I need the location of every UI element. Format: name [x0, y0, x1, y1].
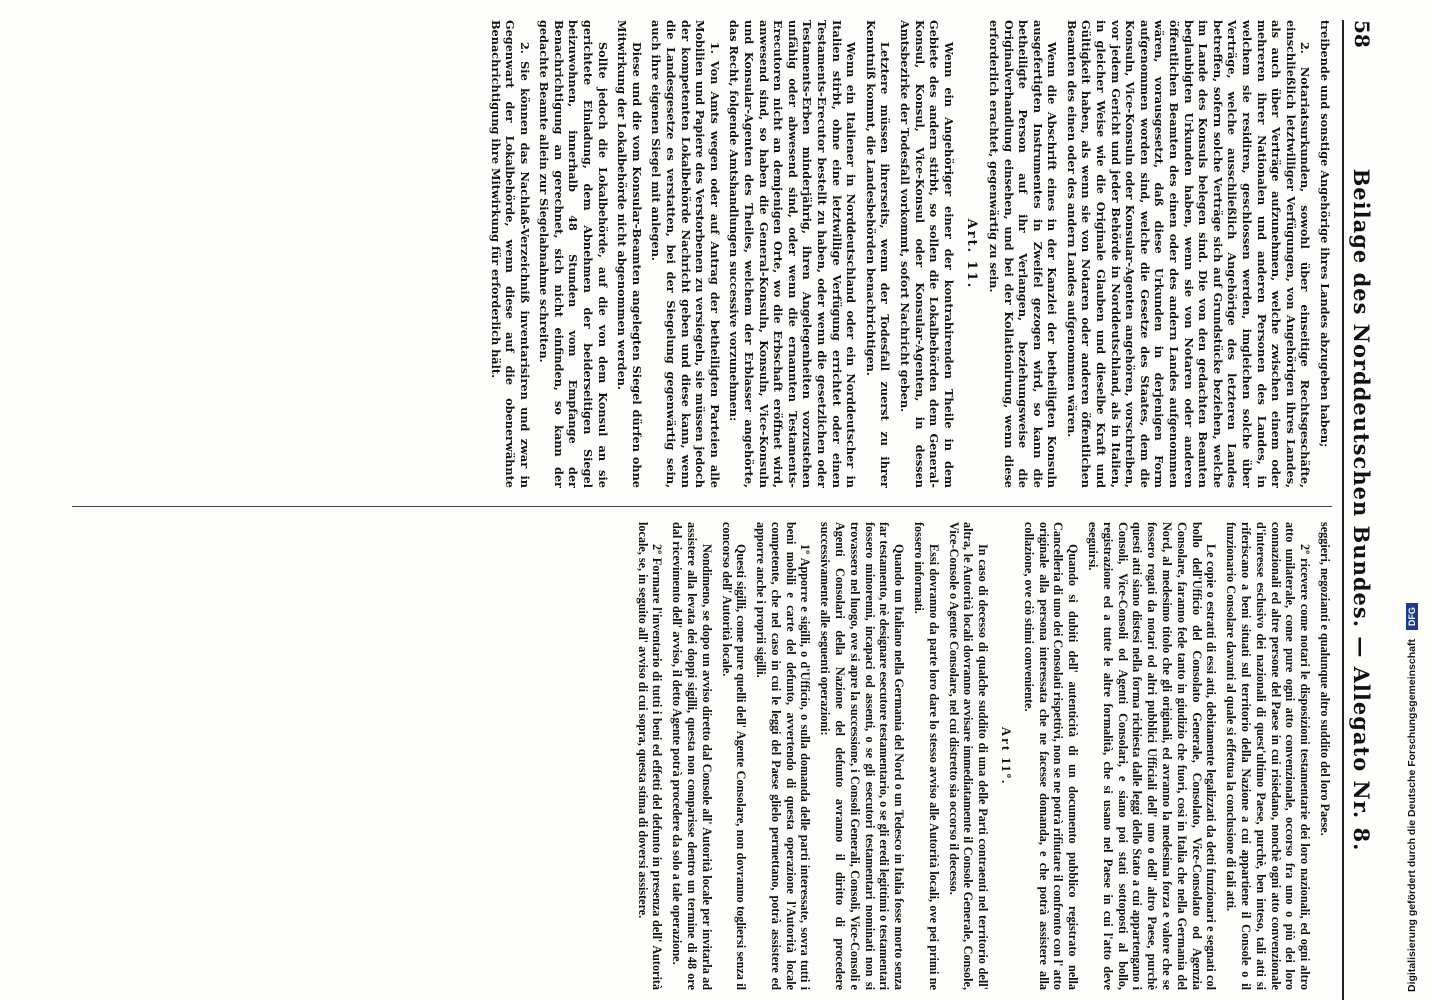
paragraph: treibende und sonstige Angehörige ihres Landes abzugeben haben; — [1318, 20, 1332, 448]
paragraph: Quando si dubiti dell' autenticità di un documento pubblico registrato nella Cancelleria di uno dei Consolati rispettivi, non se ne potrà rifiutare il confronto con l' atto originale alla persona interessata che ne facesse domanda, e che potrà assistere alla collazione, ove ciò stimi conveniente. — [1021, 522, 1081, 990]
paragraph: Le copie o estratti di essi atti, debitamente legalizzati da detti funzionari e segnati col bollo dell'Ufficio del Consolato Generale, Consolato, Vice-Consolato od Agenzia Consolare, faranno fede tanto in giudizio che fuori, così in Italia che nella Germania del Nord, al medesimo titolo che gli originali, ed avranno la medesima forza e valore che se fossero rogati da notari od altri pubblici Ufficiali dell' uno o dell' altro Paese, purchè questi atti siano distesi nella forma richiesta dalle leggi dello Stato a cui appartengano i Consoli, Vice-Consoli od Agenti Consolari, e siano poi stati sottoposti al bollo, registrazione ed a tutte le altre formalità, che si usano nel Paese in cui l'atto deve eseguirsi. — [1086, 522, 1219, 990]
digitization-sidebar — [1402, 0, 1432, 1000]
paragraph: Letztere müssen ihrerseits, wenn der Todesfall zuerst zu ihrer Kenntniß kommt, die Landesbehörden benachrichtigen. — [863, 20, 893, 488]
paragraph: 1º Apporre e sigilli, o d'Ufficio, o sulla domanda delle parti interessate, sovra tutti i beni mobili e carte del defunto, avvertendo di questa operazione l'Autorità locale competente, che nel caso in cui le leggi del Paese glielo permettano, potrà assistere ed apporre anche i proprii sigilli. — [754, 522, 813, 990]
paragraph: 2. Sie können das Nachlaß-Verzeichniß inventarisiren und zwar in Gegenwart der Lokalbehörde, wenn diese auf die obenerwähnte Benachrichtigung ihre Mitwirkung für erforderlich hält. — [488, 20, 532, 488]
rotated-content — [60, 20, 1380, 1000]
page-header — [1340, 20, 1380, 1000]
paragraph: Questi sigilli, come pure quelli dell' Agente Consolare, non dovranno togliersi senza il concorso dell' Autorità locale. — [719, 522, 749, 990]
header-rule — [1342, 20, 1344, 1000]
article-heading: Art. 11. — [964, 218, 980, 290]
paragraph: 2. Notariatsurkunden, sowohl über einseitige Rechtsgeschäfte, einschließlich letztwilliger Verfügungen, von Angehörigen ihres Landes, als auch über Verträge aufzunehmen, welche zwischen einem oder mehreren ihrer Nationalen und anderen Personen des Landes, in welchem sie residiren, geschlossen werden, imgleichen solche über Verträge, welche ausschließlich Angehörige des letzteren Landes betreffen, sofern solche Verträge sich auf Grundstücke beziehen, welche im Lande des Konsuls belegen sind. Die von den gedachten Beamten beglaubigten Urkunden haben, wenn sie von Notaren oder anderen öffentlichen Beamten des einen oder des andern Landes aufgenommen wären, vorausgesetzt, daß diese Urkunden in derjenigen Form aufgenommen worden sind, welche die Gesetze des Staates, dem die Konsuln, Vice-Konsuln oder Konsular-Agenten angehören, vorschreiben, vor jedem Gericht und jeder Behörde in Norddeutschland, als in Italien, in gleicher Weise wie die Originale Glauben und dieselbe Kraft und Gültigkeit haben, als wenn sie von Notaren oder anderen öffentlichen Beamten des einen oder des andern Landes aufgenommen wären. — [1064, 20, 1313, 488]
paragraph: Wenn die Abschrift eines in der Kanzlei der betheiligten Konsuln ausgefertigten Instrumentes in Zweifel gezogen wird, so kann die betheiligte Person auf ihr Verlangen, beziehungsweise die Originalverhandlung einsehen, und bei der Kollationirung, wenn diese erforderlich erachtet, gegenwärtig zu sein. — [986, 20, 1060, 488]
column-divider — [72, 506, 1332, 507]
running-title: Beilage des Norddeutschen Bundes. — Allegato Nr. 8. — [1349, 168, 1374, 852]
funding-note — [1406, 603, 1418, 992]
page-number: 58 — [1350, 20, 1374, 48]
paragraph: Wenn ein Angehöriger einer der kontrahirenden Theile in dem Gebiete des andern stirbt, so sollen die Lokalbehörden dem General-Konsul, Konsul, Vice-Konsul oder Konsular-Agenten, in dessen Amtsbezirke der Todesfall vorkommt, sofort Nachricht geben. — [897, 20, 956, 488]
funding-text: Digitalisierung gefördert durch die Deutsche Forschungsgemeinschaft — [1406, 639, 1418, 992]
paragraph: Diese und die vom Konsular-Beamten angelegten Siegel dürfen ohne Mitwirkung der Lokalbehörde nicht abgenommen werden. — [615, 20, 644, 488]
paragraph: 2º ricevere come notari le disposizioni testamentarie dei loro nazionali, ed ogni altro atto unilaterale, come pure ogni atto convenzionale, occorso fra uno o più dei loro connazionali ed altre persone del Paese in cui risiedano, nonchè ogni atto convenzionale d'interesse esclusivo dei nazionali di quest'ultimo Paese, purchè, ben inteso, tali atti si riferiscano a beni situati sul territorio della Nazione a cui appartiene il Console o il funzionario Consolare davanti al quale si effettua la conclusione di tali atti. — [1224, 522, 1313, 990]
article-heading: Art 11º. — [999, 726, 1015, 786]
dfg-logo: DFG — [1406, 603, 1418, 630]
paragraph: Sollte jedoch die Lokalbehörde, auf die von dem Konsul an sie gerichtete Einladung, dem Abnehmen der beiderseitigen Siegel beizuwohnen, innerhalb 48 Stunden vom Empfange der Benachrichtigung an gerechnet, sich nicht einfinden, so kann der gedachte Beamte allein zur Siegelabnahme schreiten. — [537, 20, 610, 488]
paragraph: In caso di decesso di qualche suddito di una delle Parti contraenti nel territorio dell' altra, le Autorità locali dovranno avvisare immediatamente il Console Generale, Console, Vice-Console o Agente Consolare, nel cui distretto sia occorso il decesso. — [946, 522, 991, 990]
paragraph: Essi dovranno da parte loro dare lo stesso avviso alle Autorità locali, ove pei primi ne fossero informati. — [912, 522, 941, 990]
italian-column — [72, 522, 1332, 990]
paragraph: Nondimeno, se dopo un avviso diretto dal Console all' Autorità locale per invitarla ad assistere alla levata dei doppi sigilli, questa non comparisse dentro un termine di 48 ore dal ricevimento dell' avviso, il detto Agente potrà procedere da solo a tale operazione. — [670, 522, 714, 990]
paragraph: Wenn ein Italiener in Norddeutschland oder ein Norddeutscher in Italien stirbt, ohne eine letztwillige Verfügung errichtet oder einen Testaments-Erecutor bestellt zu haben, oder wenn die gesetzlichen oder Testaments-Erben minderjährig, ihren Angelegenheiten vorzustehen unfähig oder abwesend sind, oder wenn die ernannten Testaments-Erecutoren nicht an demjenigen Orte, wo die Erbschaft eröffnet wird, anwesend sind, so haben die General-Konsuln, Konsuln, Vice-Konsuln und Konsular-Agenten des Theiles, welchem der Erblasser angehörte, das Recht, folgende Amtshandlungen successive vorzunehmen: — [727, 20, 859, 488]
paragraph: seggieri, negozianti e qualunque altro suddito del loro Paese. — [1318, 522, 1332, 836]
german-column — [72, 20, 1332, 488]
paragraph: 2º Formare l'inventario di tutti i beni ed effetti del defunto in presenza dell' Autorità locale, se, in seguito all' avviso di cui sopra, questa stima di doversi assistere. — [635, 522, 665, 990]
paragraph: 1. Von Amts wegen oder auf Antrag der betheiligten Parteien alle Mobilien und Papiere des Verstorbenen zu versiegeln, sie müssen jedoch der kompetenten Lokalbehörde Nachricht geben und diese kann, wenn die Landesgesetze es verstatten, bei der Siegelung gegenwärtig sein, auch ihre eigenen Siegel mit anlegen. — [649, 20, 722, 488]
paragraph: Quando un Italiano nella Germania del Nord o un Tedesco in Italia fosse morto senza far testamento, nè designare esecutore testamentario, o se gli eredi legittimi o testamentari fossero minorenni, incapaci od assenti, o se gli esecutori testamentari nominati non si trovassero nel luogo, ove si apre la successione, i Consoli Generali, Consoli, Vice-Consoli e Agenti Consolari della Nazione del defunto avranno il diritto di procedere successivamente alle seguenti operazioni: — [818, 522, 907, 990]
